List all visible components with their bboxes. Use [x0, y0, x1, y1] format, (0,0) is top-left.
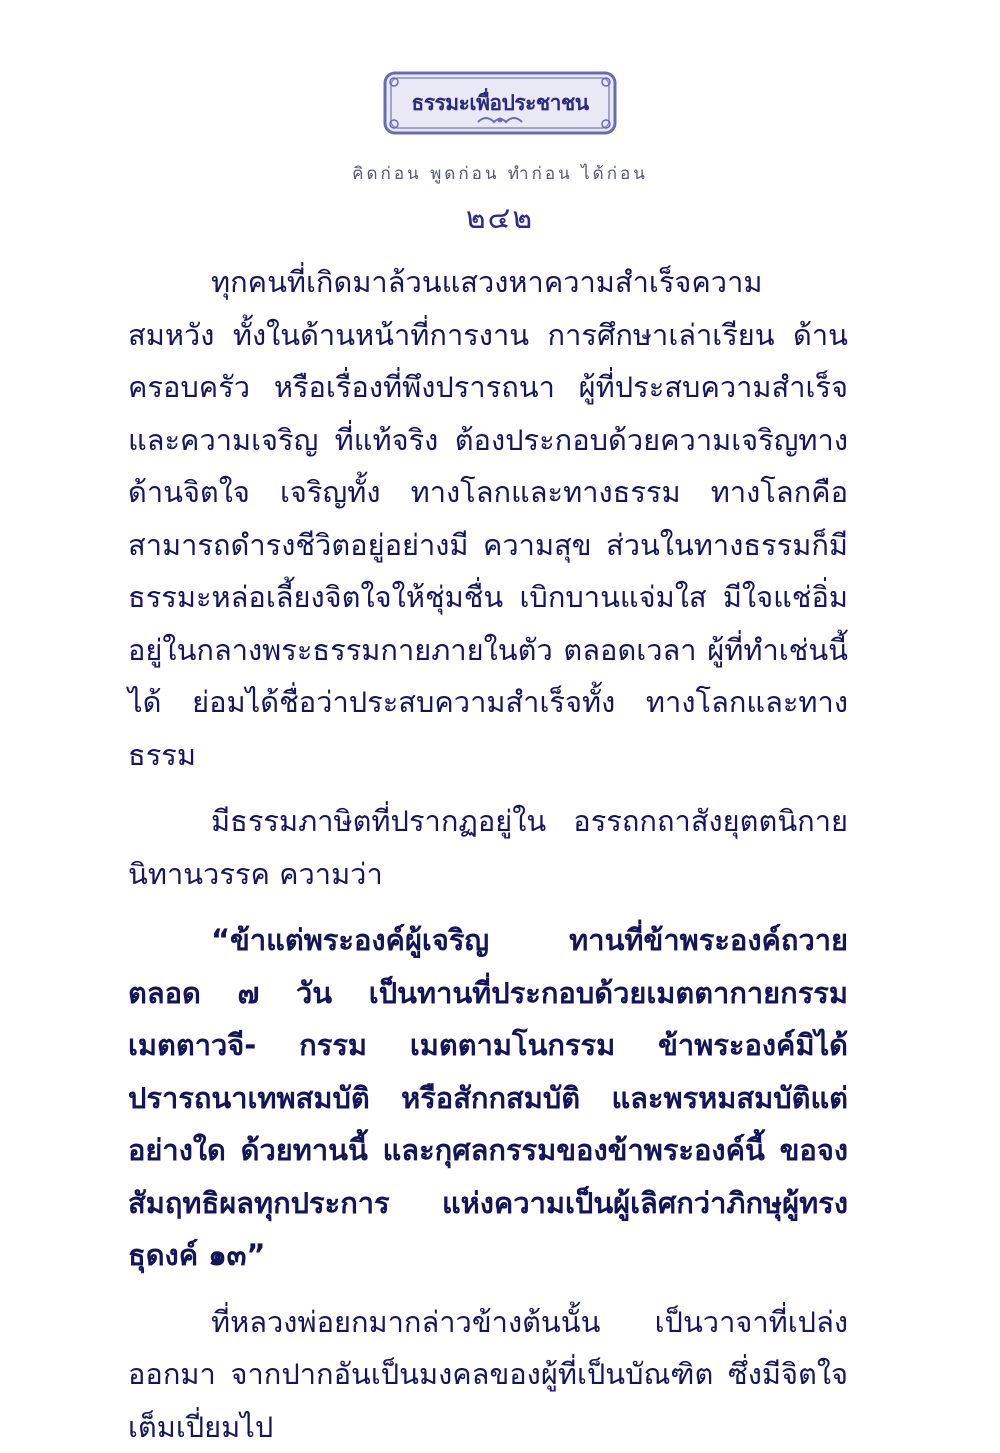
paragraph-intro: ทุกคนที่เกิดมาล้วนแสวงหาความสำเร็จความสมหวัง ทั้งในด้านหน้าที่การงาน การศึกษาเล่าเรียน ด้านครอบครัว หรือเรื่องที่พึงปรารถนา ผู้ที่ประสบความสำเร็จและความเจริญ ที่แท้จริง ต้องประกอบด้วยความเจริญทางด้านจิตใจ เจริญทั้ง ทางโลกและทางธรรม ทางโลกคือสามารถดำรงชีวิตอยู่อย่างมี ความสุข ส่วนในทางธรรมก็มีธรรมะหล่อเลี้ยงจิตใจให้ชุ่มชื่น เบิกบานแจ่มใส มีใจแช่อิ่มอยู่ในกลางพระธรรมกายภายในตัว ตลอดเวลา ผู้ที่ทำเช่นนี้ได้ ย่อมได้ชื่อว่าประสบความสำเร็จทั้ง ทางโลกและทางธรรม [128, 256, 848, 781]
page-number: ๒๔๒ [0, 195, 1000, 242]
tagline: คิดก่อน พูดก่อน ทำก่อน ได้ก่อน [0, 160, 1000, 187]
article-body [128, 256, 848, 1453]
logo-text: ธรรมะเพื่อประชาชน [382, 87, 618, 120]
quoted-verse: “ข้าแต่พระองค์ผู้เจริญ ทานที่ข้าพระองค์ถวายตลอด ๗ วัน เป็นทานที่ประกอบด้วยเมตตากายกรรม เมตตาวจี- กรรม เมตตามโนกรรม ข้าพระองค์มิได้ปรารถนาเทพสมบัติ หรือสักกสมบัติ และพรหมสมบัติแต่อย่างใด ด้วยทานนี้ และกุศลกรรมของข้าพระองค์นี้ ขอจงสัมฤทธิผลทุกประการ แห่งความเป็นผู้เลิศกว่าภิกษุผู้ทรงธุดงค์ ๑๓” [128, 914, 848, 1282]
book-logo [382, 70, 618, 142]
paragraph-reference: มีธรรมภาษิตที่ปรากฏอยู่ใน อรรถกถาสังยุตตนิกาย นิทานวรรค ความว่า [128, 795, 848, 900]
paragraph-commentary: ที่หลวงพ่อยกมากล่าวข้างต้นนั้น เป็นวาจาที่เปล่งออกมา จากปากอันเป็นมงคลของผู้ที่เป็นบัณฑิต ซึ่งมีจิตใจเต็มเปี่ยมไป [128, 1296, 848, 1453]
page-header [0, 70, 1000, 242]
